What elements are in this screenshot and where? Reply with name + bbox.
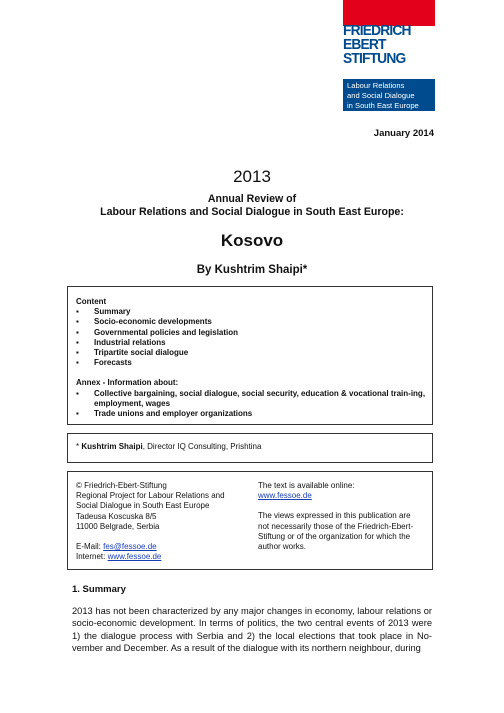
street-line: Tadeusa Koscuska 8/5 bbox=[76, 511, 157, 521]
project-line-2: and Social Dialogue bbox=[347, 91, 415, 100]
project-line-1: Labour Relations bbox=[347, 81, 405, 90]
logo-word-2: EBERT bbox=[343, 36, 386, 53]
author-line: By Kushtrim Shaipi* bbox=[196, 264, 308, 276]
email-link[interactable]: fes@fessoe.de bbox=[103, 542, 157, 552]
online-link[interactable]: www.fessoe.de bbox=[258, 491, 312, 501]
footnote-name: Kushtrim Shaipi bbox=[81, 442, 143, 451]
footnote-role: , Director IQ Consulting, Prishtina bbox=[142, 442, 262, 451]
disclaimer-line-2: not necessarily those of the Friedrich-Ebert- bbox=[258, 521, 414, 531]
author-footnote-box bbox=[67, 433, 433, 463]
contents-box bbox=[67, 286, 433, 425]
annex-item: ▪ Trade unions and employer organizations bbox=[76, 409, 426, 419]
annex-list bbox=[76, 389, 426, 420]
project-label-box bbox=[343, 79, 435, 111]
subtitle-line-2: Labour Relations and Social Dialogue in South East Europe: bbox=[100, 206, 404, 218]
email-label: E-Mail: bbox=[76, 542, 104, 552]
project-line-b: Social Dialogue in South East Europe bbox=[76, 501, 210, 511]
online-text: The text is available online: bbox=[258, 481, 355, 490]
project-line-a: Regional Project for Labour Relations and bbox=[76, 491, 225, 501]
contents-item: ▪ Tripartite social dialogue bbox=[76, 348, 426, 358]
disclaimer-line-4: author works. bbox=[258, 542, 307, 552]
contents-heading: Content bbox=[76, 297, 107, 306]
annex-heading: Annex - Information about: bbox=[76, 378, 179, 388]
imprint-box bbox=[67, 471, 433, 570]
project-line-3: in South East Europe bbox=[347, 101, 419, 110]
imprint-notes bbox=[258, 481, 428, 552]
imprint-address bbox=[76, 481, 251, 562]
contents-item: ▪ Summary bbox=[76, 307, 426, 317]
contents-item: ▪ Industrial relations bbox=[76, 338, 426, 348]
disclaimer-line-1: The views expressed in this publication are bbox=[258, 511, 411, 521]
internet-label: Internet: bbox=[76, 552, 108, 562]
summary-paragraph: 2013 has not been characterized by any major changes in economy, labour relations or socio-economic development. In terms of politics, the two central events of 2013 were 1) the dialogue process with Serbia and 2) the local elections that took place in No-vember and December. As a result of the dialogue with its northern neighbour, during bbox=[72, 606, 432, 653]
email-line bbox=[76, 542, 251, 552]
annex-item: ▪ Collective bargaining, social dialogue, social security, education & vocational train-ing, employment, wages bbox=[76, 389, 426, 409]
contents-list bbox=[76, 307, 426, 368]
fes-logo bbox=[343, 24, 428, 66]
copyright-line: © Friedrich-Ebert-Stiftung bbox=[76, 481, 167, 490]
publication-date: January 2014 bbox=[373, 128, 434, 139]
disclaimer-line-3: Stiftung or of the organization for which the bbox=[258, 531, 411, 541]
footnote-star: * bbox=[76, 442, 80, 451]
report-subtitle bbox=[0, 193, 504, 219]
logo-word-1: FRIEDRICH bbox=[343, 22, 411, 39]
country-title: Kosovo bbox=[220, 231, 284, 250]
subtitle-line-1: Annual Review of bbox=[207, 193, 297, 205]
city-line: 11000 Belgrade, Serbia bbox=[76, 521, 160, 531]
contents-item: ▪ Governmental policies and legislation bbox=[76, 328, 426, 338]
internet-link[interactable]: www.fessoe.de bbox=[107, 552, 162, 562]
contents-item: ▪ Forecasts bbox=[76, 358, 426, 368]
contents-item: ▪ Socio-economic developments bbox=[76, 317, 426, 327]
internet-line bbox=[76, 552, 251, 562]
logo-word-3: STIFTUNG bbox=[343, 50, 406, 67]
summary-heading: 1. Summary bbox=[72, 584, 126, 595]
report-year: 2013 bbox=[233, 167, 271, 186]
